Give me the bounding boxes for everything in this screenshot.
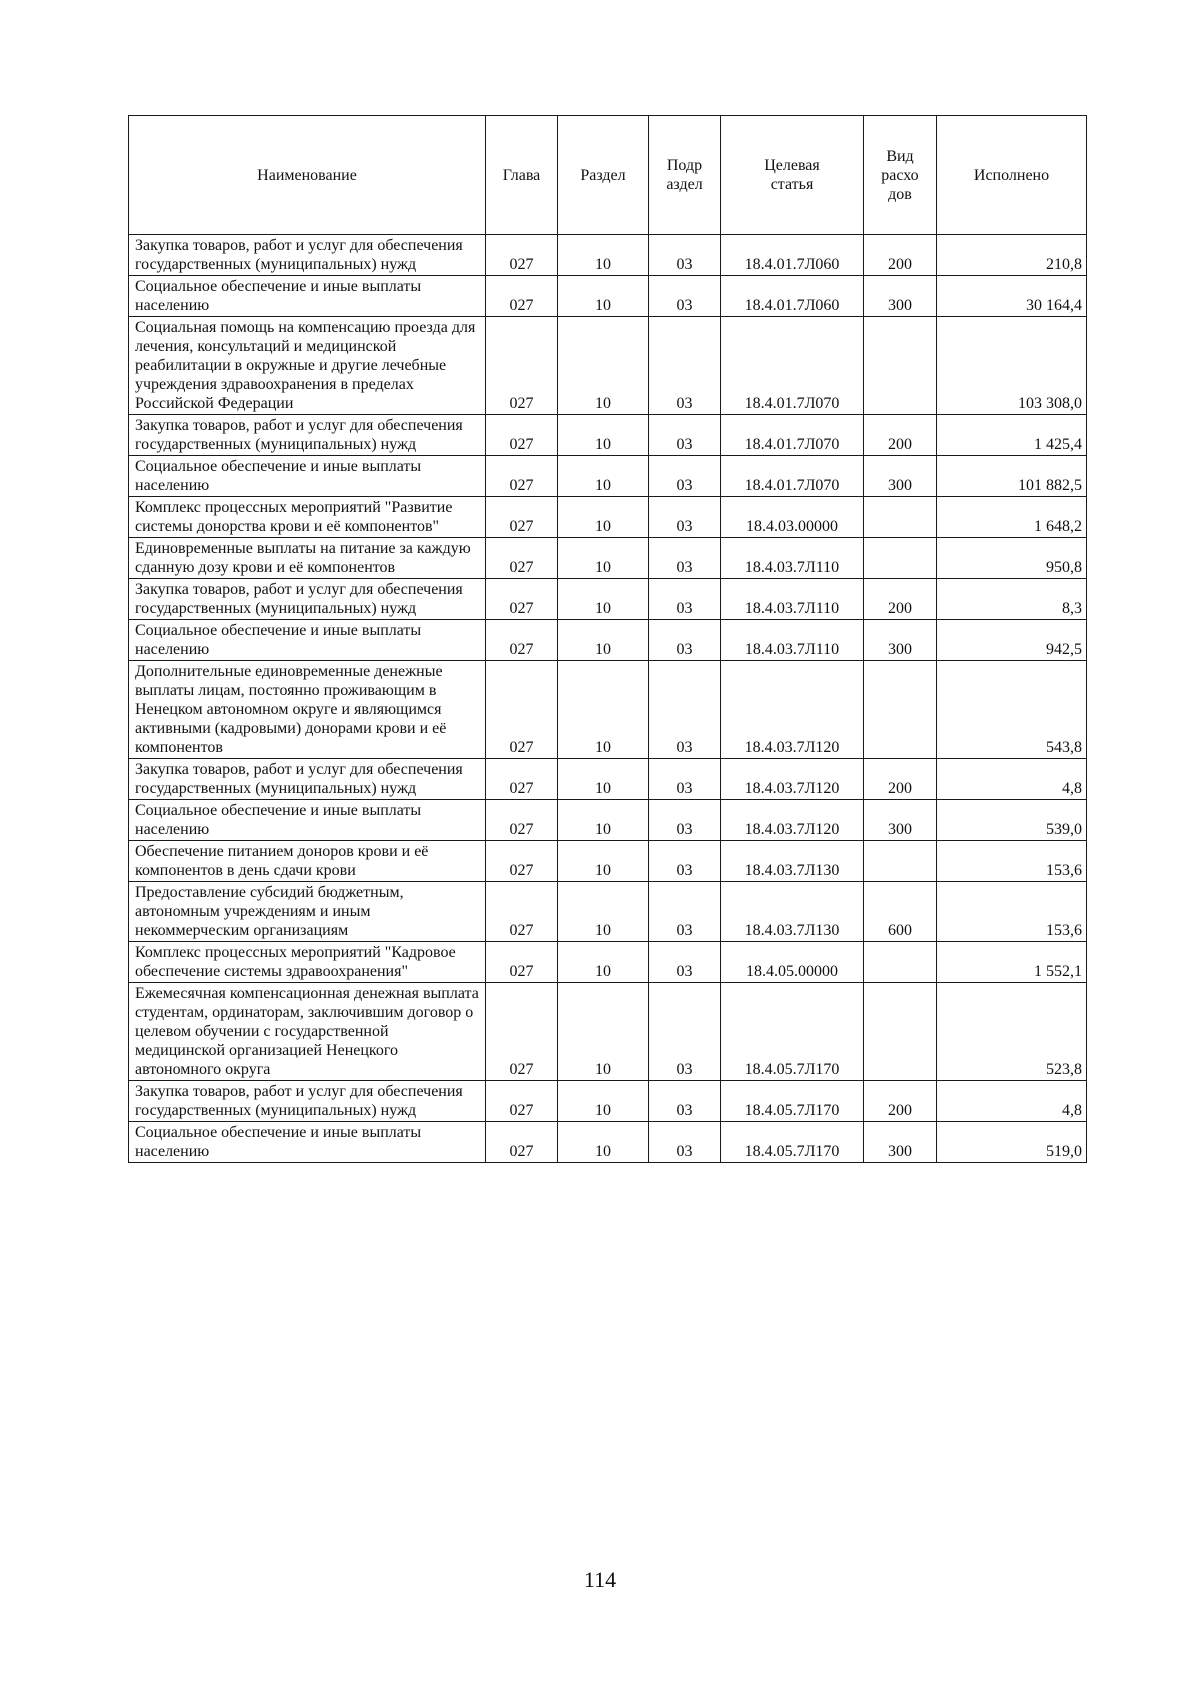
cell-glava: 027 [486, 1081, 558, 1122]
cell-expense-type: 300 [864, 276, 937, 317]
cell-podrazdel: 03 [649, 538, 721, 579]
cell-podrazdel: 03 [649, 456, 721, 497]
cell-razdel: 10 [558, 620, 649, 661]
table-row [129, 942, 1087, 983]
header-expense-type: Вид расхо дов [864, 116, 937, 235]
cell-executed: 153,6 [937, 882, 1087, 942]
cell-expense-type: 300 [864, 620, 937, 661]
cell-target-article: 18.4.05.00000 [721, 942, 864, 983]
cell-expense-type: 200 [864, 579, 937, 620]
cell-razdel: 10 [558, 841, 649, 882]
cell-executed: 942,5 [937, 620, 1087, 661]
cell-executed: 1 648,2 [937, 497, 1087, 538]
cell-razdel: 10 [558, 800, 649, 841]
cell-target-article: 18.4.03.7Л130 [721, 882, 864, 942]
cell-name: Социальное обеспечение и иные выплаты населению [129, 456, 486, 497]
cell-expense-type: 300 [864, 456, 937, 497]
cell-podrazdel: 03 [649, 620, 721, 661]
cell-podrazdel: 03 [649, 235, 721, 276]
cell-glava: 027 [486, 1122, 558, 1163]
cell-expense-type: 300 [864, 1122, 937, 1163]
cell-glava: 027 [486, 841, 558, 882]
cell-glava: 027 [486, 456, 558, 497]
cell-target-article: 18.4.05.7Л170 [721, 1081, 864, 1122]
cell-glava: 027 [486, 538, 558, 579]
cell-razdel: 10 [558, 882, 649, 942]
cell-podrazdel: 03 [649, 800, 721, 841]
cell-podrazdel: 03 [649, 841, 721, 882]
cell-razdel: 10 [558, 579, 649, 620]
cell-name: Социальное обеспечение и иные выплаты населению [129, 276, 486, 317]
cell-executed: 539,0 [937, 800, 1087, 841]
cell-executed: 543,8 [937, 661, 1087, 759]
budget-table [128, 115, 1087, 1163]
cell-podrazdel: 03 [649, 983, 721, 1081]
cell-razdel: 10 [558, 415, 649, 456]
cell-name: Закупка товаров, работ и услуг для обеспечения государственных (муниципальных) нужд [129, 1081, 486, 1122]
cell-name: Ежемесячная компенсационная денежная выплата студентам, ординаторам, заключившим договор о целевом обучении с государственной медицинской организацией Ненецкого автономного округа [129, 983, 486, 1081]
cell-name: Социальное обеспечение и иные выплаты населению [129, 620, 486, 661]
cell-razdel: 10 [558, 759, 649, 800]
cell-expense-type [864, 317, 937, 415]
cell-glava: 027 [486, 415, 558, 456]
cell-glava: 027 [486, 620, 558, 661]
cell-name: Социальная помощь на компенсацию проезда для лечения, консультаций и медицинской реабилитации в окружные и другие лечебные учреждения здравоохранения в пределах Российской Федерации [129, 317, 486, 415]
header-executed: Исполнено [937, 116, 1087, 235]
table-row [129, 800, 1087, 841]
cell-razdel: 10 [558, 497, 649, 538]
cell-executed: 8,3 [937, 579, 1087, 620]
cell-expense-type [864, 661, 937, 759]
cell-target-article: 18.4.03.7Л120 [721, 759, 864, 800]
cell-razdel: 10 [558, 317, 649, 415]
table-row [129, 276, 1087, 317]
cell-podrazdel: 03 [649, 942, 721, 983]
cell-podrazdel: 03 [649, 882, 721, 942]
cell-podrazdel: 03 [649, 1081, 721, 1122]
cell-target-article: 18.4.01.7Л060 [721, 235, 864, 276]
cell-target-article: 18.4.01.7Л060 [721, 276, 864, 317]
cell-executed: 30 164,4 [937, 276, 1087, 317]
cell-target-article: 18.4.03.7Л120 [721, 800, 864, 841]
cell-razdel: 10 [558, 661, 649, 759]
table-row [129, 1122, 1087, 1163]
cell-glava: 027 [486, 235, 558, 276]
table-row [129, 1081, 1087, 1122]
cell-name: Комплекс процессных мероприятий "Развитие системы донорства крови и её компонентов" [129, 497, 486, 538]
cell-name: Закупка товаров, работ и услуг для обеспечения государственных (муниципальных) нужд [129, 759, 486, 800]
cell-expense-type [864, 841, 937, 882]
cell-executed: 523,8 [937, 983, 1087, 1081]
cell-name: Социальное обеспечение и иные выплаты населению [129, 1122, 486, 1163]
header-podrazdel: Подр аздел [649, 116, 721, 235]
cell-razdel: 10 [558, 276, 649, 317]
cell-podrazdel: 03 [649, 317, 721, 415]
table-row [129, 661, 1087, 759]
cell-razdel: 10 [558, 456, 649, 497]
cell-glava: 027 [486, 800, 558, 841]
cell-name: Закупка товаров, работ и услуг для обеспечения государственных (муниципальных) нужд [129, 579, 486, 620]
table-body [129, 235, 1087, 1163]
cell-executed: 1 425,4 [937, 415, 1087, 456]
cell-target-article: 18.4.03.7Л120 [721, 661, 864, 759]
cell-name: Социальное обеспечение и иные выплаты населению [129, 800, 486, 841]
cell-razdel: 10 [558, 983, 649, 1081]
cell-expense-type: 200 [864, 759, 937, 800]
cell-target-article: 18.4.01.7Л070 [721, 415, 864, 456]
cell-glava: 027 [486, 983, 558, 1081]
cell-target-article: 18.4.03.7Л130 [721, 841, 864, 882]
cell-razdel: 10 [558, 1081, 649, 1122]
table-row [129, 983, 1087, 1081]
cell-name: Обеспечение питанием доноров крови и её компонентов в день сдачи крови [129, 841, 486, 882]
cell-expense-type [864, 497, 937, 538]
cell-podrazdel: 03 [649, 1122, 721, 1163]
cell-podrazdel: 03 [649, 661, 721, 759]
table-row [129, 579, 1087, 620]
cell-target-article: 18.4.05.7Л170 [721, 983, 864, 1081]
cell-target-article: 18.4.03.7Л110 [721, 538, 864, 579]
table-row [129, 759, 1087, 800]
cell-expense-type: 200 [864, 1081, 937, 1122]
table-row [129, 415, 1087, 456]
cell-name: Комплекс процессных мероприятий "Кадровое обеспечение системы здравоохранения" [129, 942, 486, 983]
table-row [129, 841, 1087, 882]
cell-name: Предоставление субсидий бюджетным, автономным учреждениям и иным некоммерческим организациям [129, 882, 486, 942]
cell-expense-type: 300 [864, 800, 937, 841]
cell-expense-type: 200 [864, 415, 937, 456]
cell-executed: 4,8 [937, 759, 1087, 800]
cell-target-article: 18.4.03.7Л110 [721, 620, 864, 661]
cell-podrazdel: 03 [649, 759, 721, 800]
cell-expense-type: 200 [864, 235, 937, 276]
cell-razdel: 10 [558, 538, 649, 579]
cell-glava: 027 [486, 942, 558, 983]
cell-executed: 4,8 [937, 1081, 1087, 1122]
cell-podrazdel: 03 [649, 415, 721, 456]
cell-name: Единовременные выплаты на питание за каждую сданную дозу крови и её компонентов [129, 538, 486, 579]
cell-glava: 027 [486, 579, 558, 620]
cell-target-article: 18.4.03.7Л110 [721, 579, 864, 620]
cell-expense-type [864, 983, 937, 1081]
cell-glava: 027 [486, 661, 558, 759]
cell-executed: 103 308,0 [937, 317, 1087, 415]
cell-executed: 153,6 [937, 841, 1087, 882]
cell-razdel: 10 [558, 235, 649, 276]
cell-target-article: 18.4.03.00000 [721, 497, 864, 538]
cell-executed: 950,8 [937, 538, 1087, 579]
cell-target-article: 18.4.01.7Л070 [721, 456, 864, 497]
cell-razdel: 10 [558, 1122, 649, 1163]
page-number: 114 [583, 1567, 617, 1592]
table-row [129, 317, 1087, 415]
cell-expense-type: 600 [864, 882, 937, 942]
header-razdel: Раздел [558, 116, 649, 235]
header-target-article: Целевая статья [721, 116, 864, 235]
cell-executed: 519,0 [937, 1122, 1087, 1163]
table-row [129, 620, 1087, 661]
table-row [129, 497, 1087, 538]
table-row [129, 882, 1087, 942]
cell-expense-type [864, 538, 937, 579]
cell-razdel: 10 [558, 942, 649, 983]
cell-name: Закупка товаров, работ и услуг для обеспечения государственных (муниципальных) нужд [129, 415, 486, 456]
cell-name: Закупка товаров, работ и услуг для обеспечения государственных (муниципальных) нужд [129, 235, 486, 276]
cell-glava: 027 [486, 497, 558, 538]
cell-target-article: 18.4.01.7Л070 [721, 317, 864, 415]
cell-executed: 1 552,1 [937, 942, 1087, 983]
cell-glava: 027 [486, 882, 558, 942]
cell-glava: 027 [486, 317, 558, 415]
cell-podrazdel: 03 [649, 579, 721, 620]
table-row [129, 456, 1087, 497]
header-name: Наименование [129, 116, 486, 235]
cell-glava: 027 [486, 276, 558, 317]
cell-podrazdel: 03 [649, 276, 721, 317]
cell-podrazdel: 03 [649, 497, 721, 538]
cell-glava: 027 [486, 759, 558, 800]
header-glava: Глава [486, 116, 558, 235]
table-header-row [129, 116, 1087, 235]
cell-name: Дополнительные единовременные денежные выплаты лицам, постоянно проживающим в Ненецком автономном округе и являющимся активными (кадровыми) донорами крови и её компонентов [129, 661, 486, 759]
cell-executed: 210,8 [937, 235, 1087, 276]
cell-executed: 101 882,5 [937, 456, 1087, 497]
cell-expense-type [864, 942, 937, 983]
cell-target-article: 18.4.05.7Л170 [721, 1122, 864, 1163]
table-row [129, 538, 1087, 579]
table-row [129, 235, 1087, 276]
